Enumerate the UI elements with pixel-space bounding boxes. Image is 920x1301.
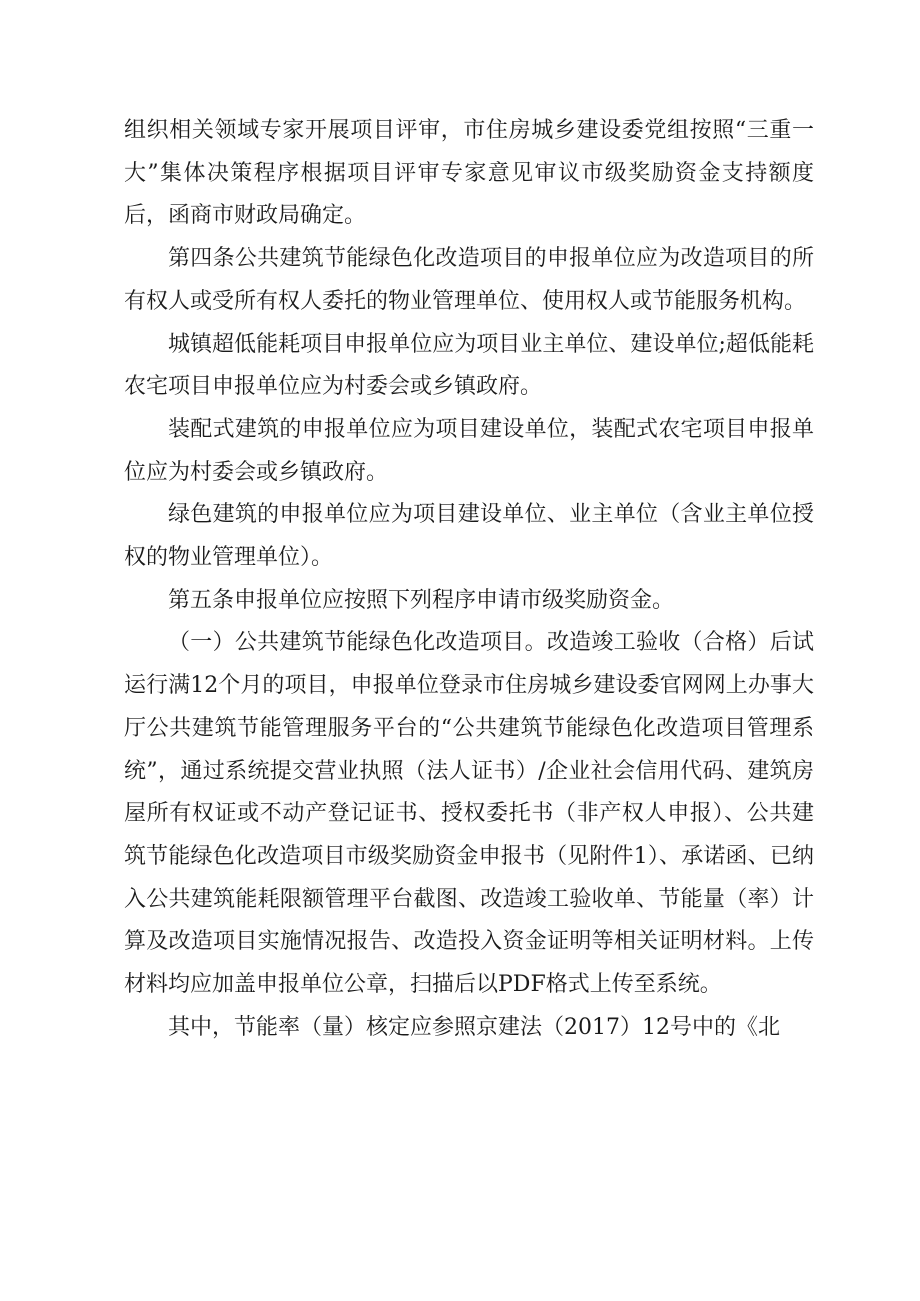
paragraph-item-1: （一）公共建筑节能绿色化改造项目。改造竣工验收（合格）后试运行满12个月的项目，申报单位登录市住房城乡建设委官网网上办事大厅公共建筑节能管理服务平台的“公共建筑节能绿色化改造项目管理系统”，通过系统提交营业执照（法人证书）/企业社会信用代码、建筑房屋所有权证或不动产登记证书、授权委托书（非产权人申报）、公共建筑节能绿色化改造项目市级奖励资金申报书（见附件1）、承诺函、已纳入公共建筑能耗限额管理平台截图、改造竣工验收单、节能量（率）计算及改造项目实施情况报告、改造投入资金证明等相关证明材料。上传材料均应加盖申报单位公章，扫描后以PDF格式上传至系统。 — [124, 630, 814, 998]
paragraph-energy-saving-rate: 其中，节能率（量）核定应参照京建法（2017）12号中的《北 — [168, 1014, 780, 1040]
paragraph-green-building: 绿色建筑的申报单位应为项目建设单位、业主单位（含业主单位授权的物业管理单位）。 — [124, 502, 814, 571]
paragraph-continuation: 组织相关领域专家开展项目评审，市住房城乡建设委党组按照“三重一大”集体决策程序根据项目评审专家意见审议市级奖励资金支持额度后，函商市财政局确定。 — [124, 118, 814, 229]
paragraph-prefabricated: 装配式建筑的申报单位应为项目建设单位，装配式农宅项目申报单位应为村委会或乡镇政府。 — [124, 416, 814, 485]
paragraph-article-5: 第五条申报单位应按照下列程序申请市级奖励资金。 — [168, 587, 675, 613]
paragraph-ultra-low-energy: 城镇超低能耗项目申报单位应为项目业主单位、建设单位;超低能耗农宅项目申报单位应为村委会或乡镇政府。 — [124, 331, 814, 400]
paragraph-article-4: 第四条公共建筑节能绿色化改造项目的申报单位应为改造项目的所有权人或受所有权人委托的物业管理单位、使用权人或节能服务机构。 — [124, 246, 814, 314]
document-body — [124, 110, 814, 1049]
